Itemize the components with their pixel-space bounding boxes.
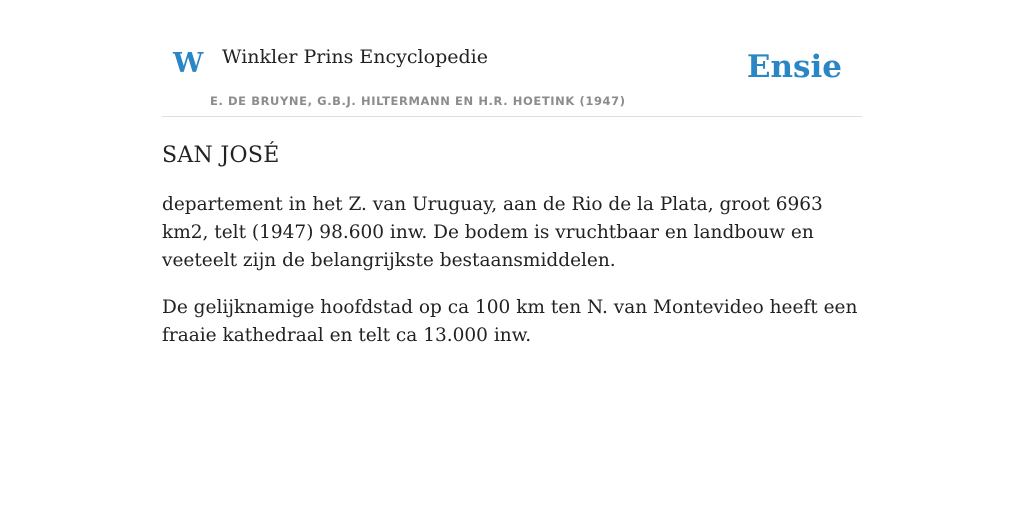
article-paragraph: departement in het Z. van Uruguay, aan de Rio de la Plata, groot 6963 km2, telt (1947) 98.600 inw. De bodem is vruchtbaar en landbouw en veeteelt zijn de belangrijkste bestaansmiddelen. xyxy=(162,194,823,272)
article-paragraph: De gelijknamige hoofdstad op ca 100 km ten N. van Montevideo heeft een fraaie kathedraal en telt ca 13.000 inw. xyxy=(162,297,858,347)
page xyxy=(162,0,862,350)
source-header xyxy=(162,0,862,117)
winkler-prins-logo-icon[interactable]: W xyxy=(173,48,204,79)
ensie-logo-link[interactable]: Ensie xyxy=(746,49,842,85)
source-authors: E. DE BRUYNE, G.B.J. HILTERMANN EN H.R. HOETINK (1947) xyxy=(210,94,626,108)
article-title: SAN JOSÉ xyxy=(162,143,280,168)
source-title-link[interactable]: Winkler Prins Encyclopedie xyxy=(222,46,488,68)
